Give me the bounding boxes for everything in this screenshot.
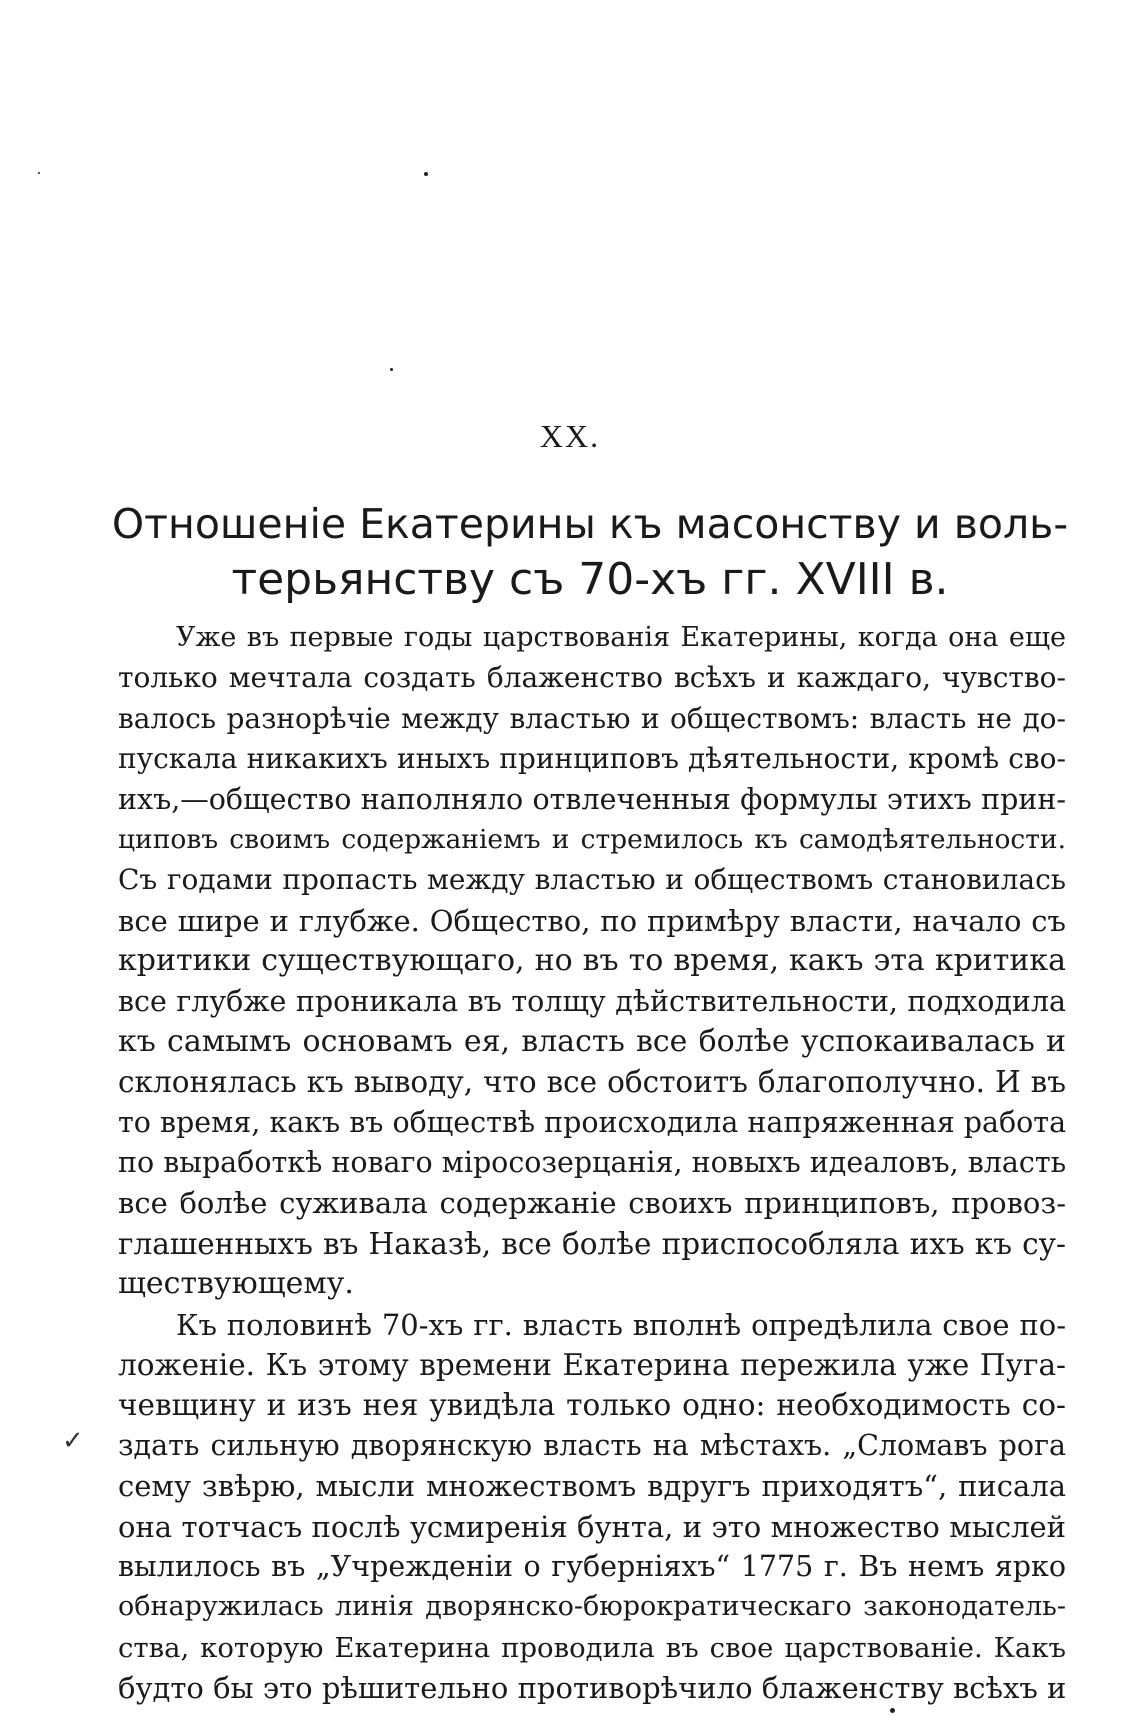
text-line: сему звѣрю, мысли множествомъ вдругъ приходятъ“, писала — [118, 1469, 1066, 1504]
text-line: то время, какъ въ обществѣ происходила напряженная работа — [118, 1105, 1067, 1139]
text-line: къ самымъ основамъ ея, власть все болѣе успокаивалась и — [118, 1023, 1066, 1059]
text-line: Уже въ первые годы царствованія Екатерины, когда она еще — [176, 622, 1066, 653]
text-line: чевщину и изъ нея увидѣла только одно: необходимость со- — [118, 1388, 1066, 1423]
text-line: ложеніе. Къ этому времени Екатерина пережила уже Пуга- — [118, 1348, 1066, 1383]
text-line: Съ годами пропасть между властью и обществомъ становилась — [118, 863, 1066, 897]
text-line: все глубже проникала въ толщу дѣйствительности, подходила — [118, 984, 1066, 1018]
text-line: по выработкѣ новаго міросозерцанія, новыхъ идеаловъ, власть — [118, 1146, 1067, 1180]
scan-speck — [390, 368, 393, 371]
text-line: пускала никакихъ иныхъ принциповъ дѣятельности, кромѣ сво- — [118, 742, 1066, 776]
text-line: здать сильную дворянскую власть на мѣстахъ. „Сломавъ рога — [118, 1428, 1066, 1462]
scan-speck — [38, 172, 40, 174]
text-line: будто бы это рѣшительно противорѣчило блаженству всѣхъ и — [118, 1671, 1067, 1706]
text-line: вылилось въ „Учрежденіи о губерніяхъ“ 1775 г. Въ немъ ярко — [118, 1549, 1066, 1583]
text-line: ихъ,—общество наполняло отвлеченныя формулы этихъ прин- — [118, 782, 1066, 816]
body-text — [118, 618, 1066, 1709]
margin-mark-icon: ✓ — [62, 1426, 84, 1456]
text-line: ства, которую Екатерина проводила въ свое царствованіе. Какъ — [118, 1631, 1066, 1664]
text-line: циповъ своимъ содержаніемъ и стремилось къ самодѣятельности. — [118, 823, 1066, 855]
scan-speck — [890, 1708, 895, 1713]
text-line: критики существующаго, но въ то время, какъ эта критика — [118, 943, 1066, 979]
chapter-title-line: Отношеніе Екатерины къ масонству и воль- — [111, 500, 1069, 548]
chapter-title — [110, 496, 1070, 608]
chapter-title-line: терьянству съ 70-хъ гг. XVIII в. — [231, 554, 949, 605]
text-line: обнаружилась линія дворянско-бюрократическаго законодатель- — [118, 1591, 1066, 1623]
scan-speck — [424, 172, 428, 176]
text-line: глашенныхъ въ Наказѣ, все болѣе приспособляла ихъ къ су- — [118, 1226, 1066, 1261]
text-line: ществующему. — [118, 1266, 354, 1302]
text-line: все шире и глубже. Общество, по примѣру власти, начало съ — [118, 903, 1066, 938]
text-line: Къ половинѣ 70-хъ гг. власть вполнѣ опредѣлила свое по- — [176, 1307, 1066, 1342]
text-line: все болѣе суживала содержаніе своихъ принциповъ, провоз- — [118, 1186, 1066, 1221]
text-line: склонялась къ выводу, что все обстоитъ благополучно. И въ — [118, 1065, 1066, 1100]
text-line: она тотчасъ послѣ усмиренія бунта, и это множество мыслей — [118, 1509, 1066, 1544]
text-line: только мечтала создать блаженство всѣхъ и каждаго, чувство- — [118, 661, 1066, 695]
text-line: валось разнорѣчіе между властью и обществомъ: власть не до- — [118, 701, 1066, 735]
chapter-number: XX. — [539, 418, 601, 454]
